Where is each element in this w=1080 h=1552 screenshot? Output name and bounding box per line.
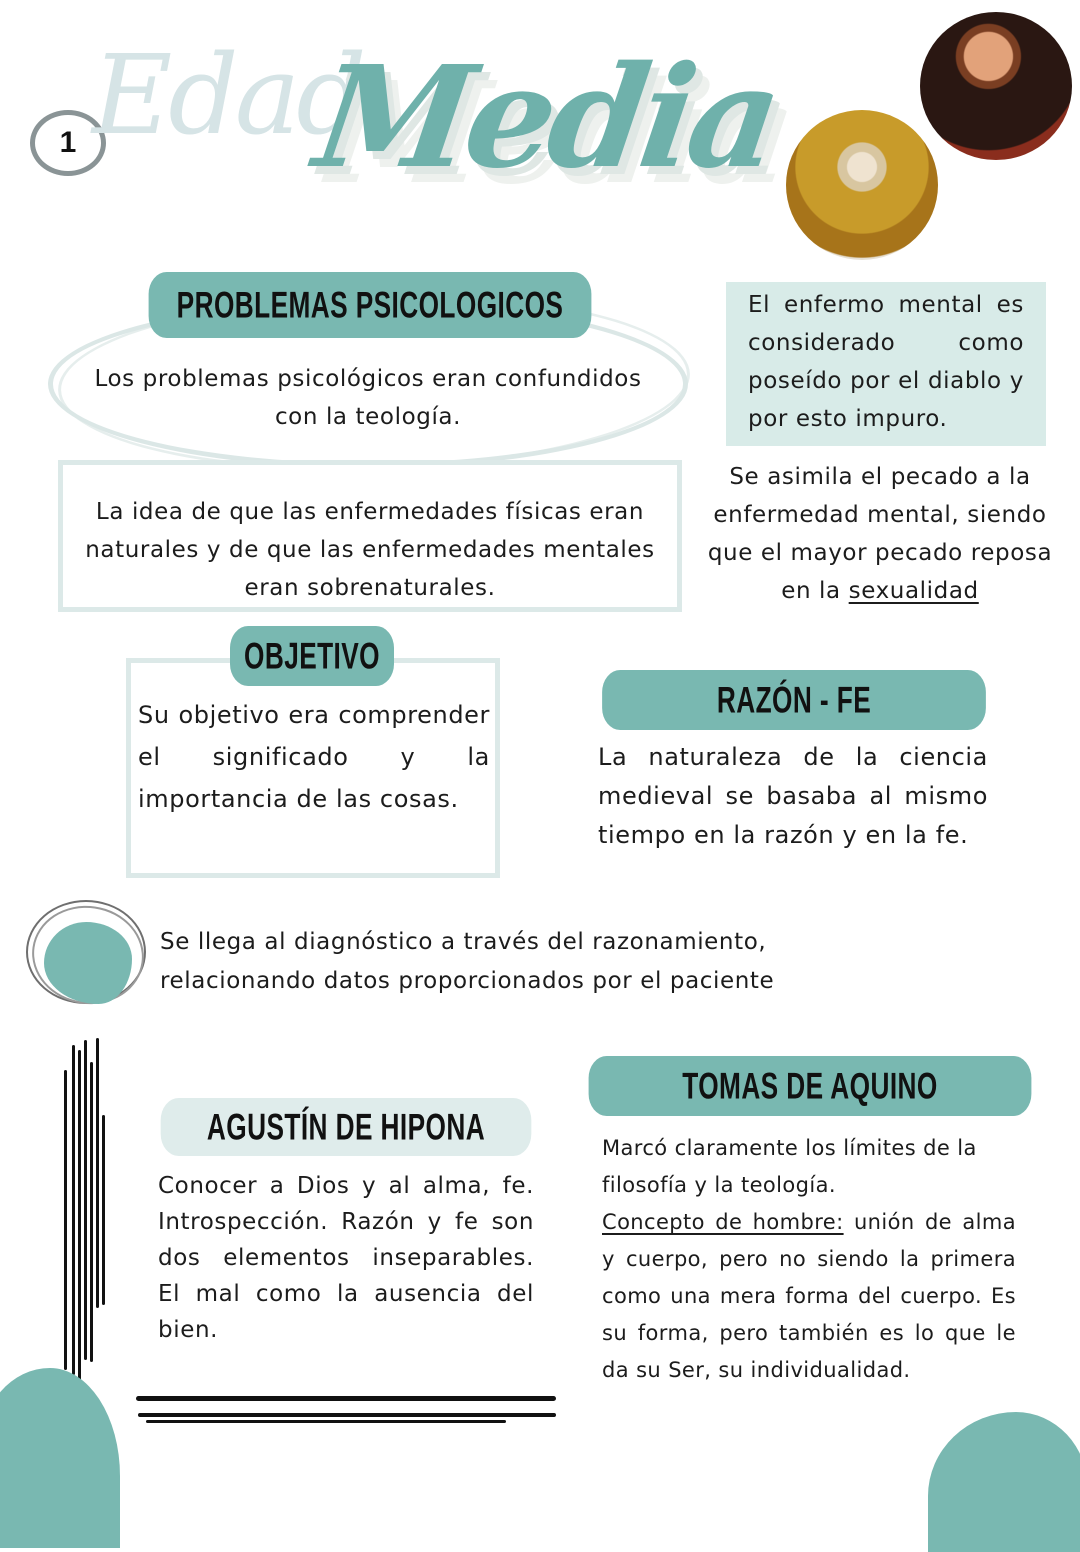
heading-text: TOMAS DE AQUINO (682, 1064, 938, 1107)
aquino-intro: Marcó claramente los límites de la filosofía y la teología. (602, 1136, 977, 1197)
enfermo-box-text: El enfermo mental es considerado como poseído por el diablo y por esto impuro. (748, 292, 1024, 432)
title-word-media: Media (306, 36, 786, 200)
scribble-line (84, 1040, 87, 1360)
scribble-line-horizontal (146, 1420, 506, 1423)
heading-text: PROBLEMAS PSICOLOGICOS (176, 283, 564, 326)
title-word-edad: Edad (92, 31, 363, 159)
aquino-concept (602, 1204, 1016, 1389)
scribble-line (78, 1050, 81, 1395)
heading-tomas-de-aquino (589, 1056, 1032, 1116)
problemas-box-text: La idea de que las enfermedades físicas eran naturales y de que las enfermedades mentales eran sobrenaturales. (85, 499, 655, 601)
objetivo-text: Su objetivo era comprender el significado y la importancia de las cosas. (138, 701, 490, 813)
portrait-aquino-image (920, 12, 1072, 160)
heading-problemas-psicologicos (149, 272, 592, 338)
scribble-line (96, 1038, 99, 1308)
scribble-line-horizontal (138, 1413, 556, 1417)
heading-objetivo (230, 626, 394, 686)
problemas-ellipse-text: Los problemas psicológicos eran confundidos con la teología. (94, 366, 642, 430)
concept-text: unión de alma y cuerpo, pero no siendo la primera como una mera forma del cuerpo. Es su forma, pero también es lo que le da su Ser, su individualidad. (602, 1210, 1016, 1382)
scribble-line (72, 1045, 75, 1375)
pecado-text (700, 458, 1060, 610)
heading-text: OBJETIVO (244, 634, 380, 677)
pecado-underlined-word: sexualidad (848, 578, 979, 604)
teal-corner-blob-left (0, 1368, 120, 1548)
scribble-line-horizontal (136, 1396, 556, 1401)
portrait-agustin-image (786, 110, 938, 260)
heading-razon-fe (602, 670, 986, 730)
razon-fe-text: La naturaleza de la ciencia medieval se basaba al mismo tiempo en la razón y en la fe. (598, 743, 988, 849)
heading-text: RAZÓN - FE (716, 678, 872, 721)
pecado-text-main: Se asimila el pecado a la enfermedad mental, siendo que el mayor pecado reposa en la (707, 464, 1053, 604)
scribble-line (90, 1062, 93, 1362)
scribble-line (102, 1115, 105, 1305)
section-number: 1 (59, 126, 77, 159)
agustin-text: Conocer a Dios y al alma, fe. Introspección. Razón y fe son dos elementos inseparables. El mal como la ausencia del bien. (158, 1173, 534, 1343)
teal-corner-blob-right (928, 1412, 1080, 1552)
concept-label: Concepto de hombre: (602, 1210, 844, 1234)
heading-agustin-de-hipona (161, 1098, 532, 1156)
heading-text: AGUSTÍN DE HIPONA (206, 1105, 486, 1148)
scribble-line (64, 1070, 67, 1370)
diagnostico-text: Se llega al diagnóstico a través del razonamiento, relacionando datos proporcionados por el paciente (160, 929, 775, 994)
